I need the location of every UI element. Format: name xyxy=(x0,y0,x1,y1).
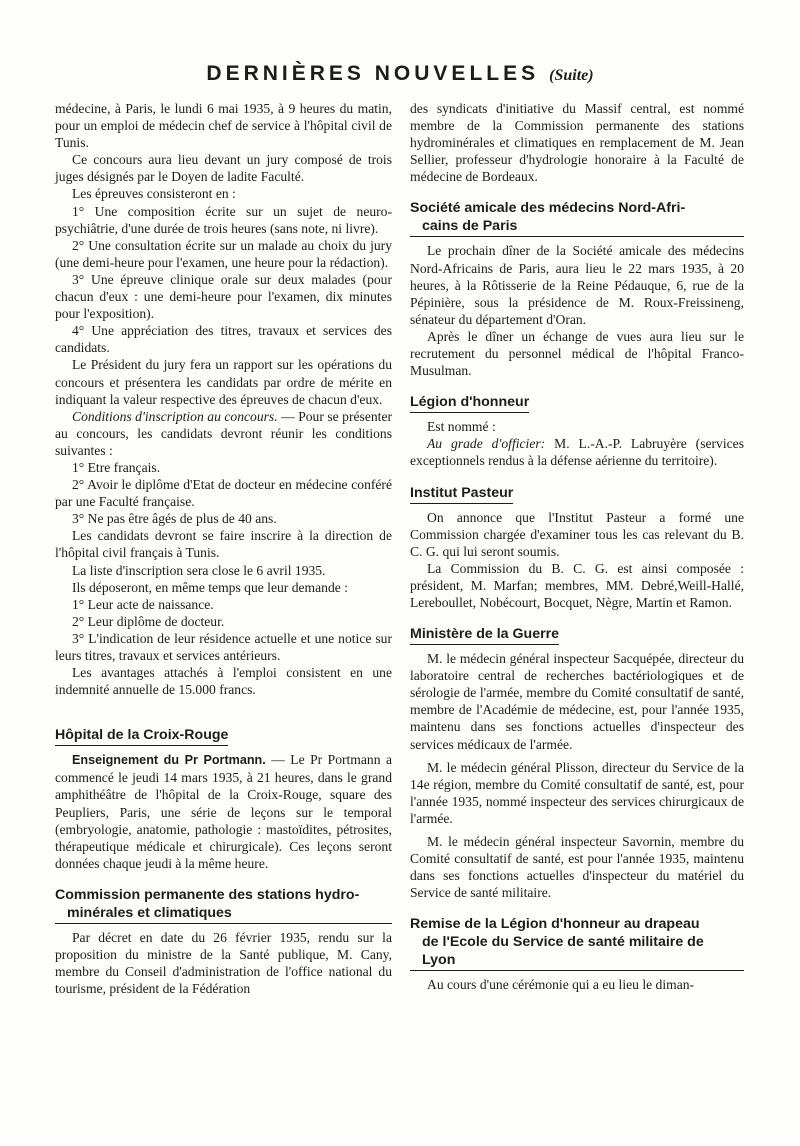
societe-title-line1: Société amicale des médecins Nord-Afri- xyxy=(410,200,686,217)
header-suite: (Suite) xyxy=(549,67,594,84)
guerre-para: M. le médecin général Plisson, directeur du Service de la 14e région, membre du Comité consultatif de santé, est, pour l'année 1935, nommé inspecteur des services chirurgicaux de l'armée. xyxy=(410,759,744,826)
condition-item: 2° Avoir le diplôme d'Etat de docteur en médecine conféré par une Faculté française. xyxy=(55,477,392,510)
conditions-para xyxy=(55,408,392,459)
intro-para: 3° Une épreuve clinique orale sur deux malades (pour chacun d'eux : une demi-heure pour l'examen, dix minutes pour l'exposition). xyxy=(55,271,392,322)
remise-para: Au cours d'une cérémonie qui a eu lieu le diman- xyxy=(427,977,695,993)
societe-para: Après le dîner un échange de vues aura lieu sur le recrutement du personnel médical de l'hôpital Franco-Musulman. xyxy=(410,328,744,379)
section-title-croix-rouge: Hôpital de la Croix-Rouge xyxy=(55,726,228,746)
intro-para: 2° Une consultation écrite sur un malade au choix du jury (une demi-heure pour l'examen, une heure pour la rédaction). xyxy=(55,237,392,270)
commission-para: Par décret en date du 26 février 1935, rendu sur la proposition du ministre de la Santé publique, M. Cany, membre du Conseil d'administration de l'office national du tourisme, président de la Fédération xyxy=(55,929,392,997)
remise-title-line1: Remise de la Légion d'honneur au drapeau xyxy=(410,916,700,933)
croix-rouge-subtitle: Enseignement du Pr Portmann. xyxy=(72,753,266,768)
left-column xyxy=(55,100,392,997)
condition-item: Les avantages attachés à l'emploi consistent en une indemnité annuelle de 15.000 francs. xyxy=(55,665,392,698)
intro-para: Ce concours aura lieu devant un jury composé de trois juges désignés par le Doyen de ladite Faculté. xyxy=(55,152,392,185)
section-title-legion: Légion d'honneur xyxy=(410,393,529,413)
commission-continued: des syndicats d'initiative du Massif central, est nommé membre de la Commission permanente des stations hydrominérales et climatiques en remplacement de M. Jean Sellier, professeur d'hydrologie honoraire à la Faculté de médecine de Bordeaux. xyxy=(410,101,744,185)
section-title-remise xyxy=(410,915,744,971)
guerre-para: M. le médecin général inspecteur Sacquépée, directeur du laboratoire central de recherches bactériologiques et de sérologie de l'armée, membre du Comité consultatif de santé, membre de l'Académie de médecine, est, pour l'année 1935, maintenu dans ses fonctions actuelles d'inspecteur des services médicaux de l'armée. xyxy=(410,651,744,752)
condition-item: Ils déposeront, en même temps que leur demande : xyxy=(72,579,348,595)
header-title: DERNIÈRES NOUVELLES xyxy=(206,62,540,85)
intro-para: 1° Une composition écrite sur un sujet de neuro-psychiâtrie, d'une durée de trois heures (sans note, ni livre). xyxy=(55,203,392,236)
intro-para: Le Président du jury fera un rapport sur les opérations du concours et présentera les candidats par ordre de mérite en indiquant la valeur respective des épreuves de chacun d'eux. xyxy=(55,357,392,407)
right-column xyxy=(410,100,744,993)
condition-item: Les candidats devront se faire inscrire à la direction de l'hôpital civil français à Tunis. xyxy=(55,528,392,561)
remise-title-line2: de l'Ecole du Service de santé militaire de xyxy=(422,934,704,951)
croix-rouge-text: — Le Pr Portmann a commencé le jeudi 14 mars 1935, à 21 heures, dans le grand amphithéâtre de l'hôpital de la Croix-Rouge, square des Peupliers, Paris, une série de leçons sur le temporal (embryologie, anatomie, pathologie : mastoïdites, pétrosites, thérapeutique médicale et chirurgicale). Ces leçons seront données chaque jeudi à la même heure. xyxy=(55,752,392,871)
pasteur-para: La Commission du B. C. G. est ainsi composée : président, M. Marfan; membres, MM. Debré,Weill-Hallé, Lereboullet, Nobécourt, Bocquet, Nègre, Martin et Ramon. xyxy=(410,560,744,610)
conditions-label: Conditions d'inscription au concours. xyxy=(72,408,278,424)
conditions-text: — Pour se présenter au concours, les candidats devront réunir les conditions suivantes : xyxy=(55,408,393,458)
societe-title-line2: cains de Paris xyxy=(422,218,518,235)
condition-item: 3° L'indication de leur résidence actuelle et une notice sur leurs titres, travaux et services antérieurs. xyxy=(55,630,392,663)
croix-rouge-para xyxy=(55,751,392,872)
condition-item: 3° Ne pas être âgés de plus de 40 ans. xyxy=(72,511,277,527)
condition-item: 2° Leur diplôme de docteur. xyxy=(72,613,225,629)
legion-grade: Au grade d'officier: xyxy=(427,436,546,452)
condition-item: 1° Etre français. xyxy=(72,459,161,475)
legion-para xyxy=(410,435,744,469)
section-title-societe xyxy=(410,199,744,237)
page-header xyxy=(0,62,800,86)
section-title-pasteur: Institut Pasteur xyxy=(410,484,513,504)
section-title-guerre: Ministère de la Guerre xyxy=(410,625,559,645)
condition-item: 1° Leur acte de naissance. xyxy=(72,596,214,612)
condition-item: La liste d'inscription sera close le 6 avril 1935. xyxy=(72,562,326,578)
legion-text: M. L.-A.-P. Labruyère (services exceptionnels rendus à la défense aérienne du territoire). xyxy=(410,436,744,469)
societe-para: Le prochain dîner de la Société amicale des médecins Nord-Africains de Paris, aura lieu le 22 mars 1935, à 20 heures, à la Rôtisserie de la Reine Pédauque, 6, rue de la Pépinière, sous la présidence de M. Roux-Freissineng, sénateur du département d'Oran. xyxy=(410,243,744,327)
commission-title-line2: minérales et climatiques xyxy=(67,904,232,921)
guerre-para: M. le médecin général inspecteur Savornin, membre du Comité consultatif de santé, est pour l'année 1935, maintenu dans ses fonctions actuelles d'inspecteur du matériel du Service de santé militaire. xyxy=(410,834,744,901)
legion-para: Est nommé : xyxy=(427,419,496,435)
section-title-commission xyxy=(55,886,392,924)
intro-para: médecine, à Paris, le lundi 6 mai 1935, à 9 heures du matin, pour un emploi de médecin chef de service à l'hôpital civil de Tunis. xyxy=(55,101,392,151)
intro-para: Les épreuves consisteront en : xyxy=(72,186,236,202)
commission-title-line1: Commission permanente des stations hydro- xyxy=(55,886,360,903)
remise-title-line3: Lyon xyxy=(422,952,456,969)
intro-para: 4° Une appréciation des titres, travaux et services des candidats. xyxy=(55,323,392,356)
pasteur-para: On annonce que l'Institut Pasteur a formé une Commission chargée d'examiner tous les cas relevant du B. C. G. qui lui seront soumis. xyxy=(410,509,744,559)
